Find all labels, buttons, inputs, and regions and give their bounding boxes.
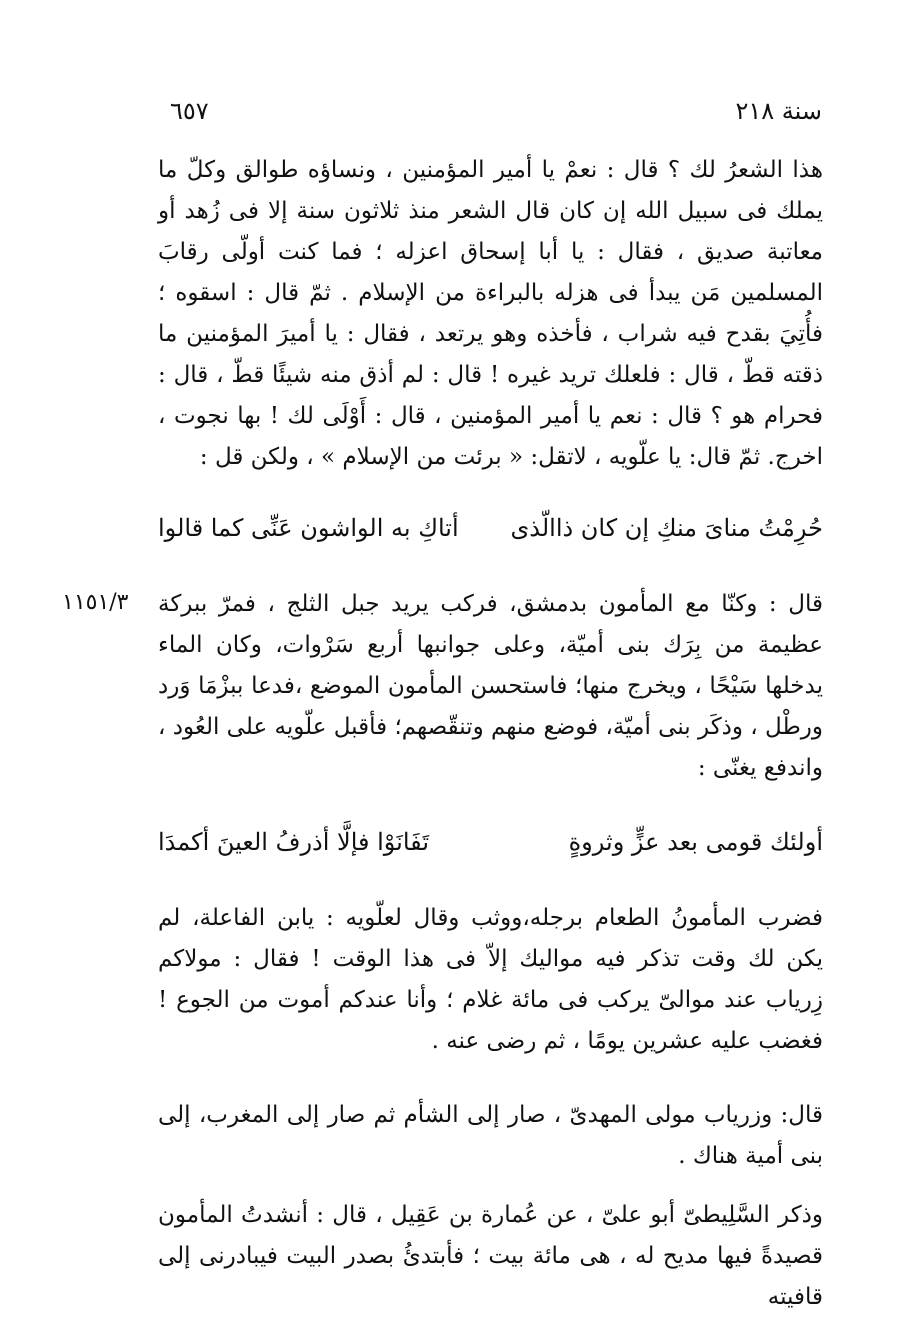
paragraph-1: هذا الشعرُ لك ؟ قال : نعمْ يا أمير المؤمنين ، ونساؤه طوالق وكلّ ما يملك فى سبيل الله إن كان قال الشعر منذ ثلاثون سنة إلا فى زُهد أو معاتبة صديق ، فقال : يا أبا إسحاق اعزله ؛ فما كنت أولّى رقابَ المسلمين مَن يبدأ فى هزله بالبراءة من الإسلام . ثمّ قال : اسقوه ؛ فأُتِيَ بقدح فيه شراب ، فأخذه وهو يرتعد ، فقال : يا أميرَ المؤمنين ما ذقته قطّ ، قال : فلعلك تريد غيره ! قال : لم أذق منه شيئًا قطّ ، قال : فحرام هو ؟ قال : نعم يا أمير المؤمنين ، قال : أَوْلَى لك ! بها نجوت ، اخرج. ثمّ قال: يا علّويه ، لاتقل: « برئت من الإسلام » ، ولكن قل : xyxy=(158,157,823,470)
paragraph-4: قال: وزرياب مولى المهدىّ ، صار إلى الشأم ثم صار إلى المغرب، إلى بنى أمية هناك . xyxy=(158,1102,823,1169)
paragraph-2: قال : وكنّا مع المأمون بدمشق، فركب يريد جبل الثلج ، فمرّ ببركة عظيمة من بِرَك بنى أميّة، وعلى جوانبها أربع سَرْوات، وكان الماء يدخلها سَيْحًا ، ويخرج منها؛ فاستحسن المأمون الموضع ،فدعا ببزْمَا وَرد ورطْل ، وذكَر بنى أميّة، فوضع منهم وتنقّصهم؛ فأقبل علّويه على العُود ، واندفع يغنّى : xyxy=(158,591,823,781)
verse-1-first-hemistich: حُرِمْتُ مناىَ منكِ إن كان ذاالّذى xyxy=(510,514,823,542)
verse-2-second-hemistich: تَفَانَوْا فإلَّا أذرفُ العينَ أكمدَا xyxy=(158,828,429,856)
margin-reference: ١١٥١/٣ xyxy=(62,590,129,615)
verse-1 xyxy=(158,514,823,558)
header-year: سنة ٢١٨ xyxy=(735,97,822,125)
verse-2-first-hemistich: أولئك قومى بعد عزٍّ وثروةٍ xyxy=(568,828,823,856)
paragraph-5: وذكر السَّلِيطىّ أبو علىّ ، عن عُمارة بن عَقِيل ، قال : أنشدتُ المأمون قصيدةً فيها مديح له ، هى مائة بيت ؛ فأبتدئُ بصدر البيت فيبادرنى إلى قافيته xyxy=(158,1202,823,1310)
verse-2 xyxy=(158,828,823,872)
verse-1-second-hemistich: أتاكِ به الواشون عَنِّى كما قالوا xyxy=(158,514,459,542)
paragraph-3: فضرب المأمونُ الطعام برجله،ووثب وقال لعلّويه : يابن الفاعلة، لم يكن لك وقت تذكر فيه مواليك إلاّ فى هذا الوقت ! فقال : مولاكم زِرياب عند موالىّ يركب فى مائة غلام ؛ وأنا عندكم أموت من الجوع ! فغضب عليه عشرين يومًا ، ثم رضى عنه . xyxy=(158,905,823,1054)
running-header xyxy=(170,97,822,131)
page-number: ٦٥٧ xyxy=(170,97,209,125)
